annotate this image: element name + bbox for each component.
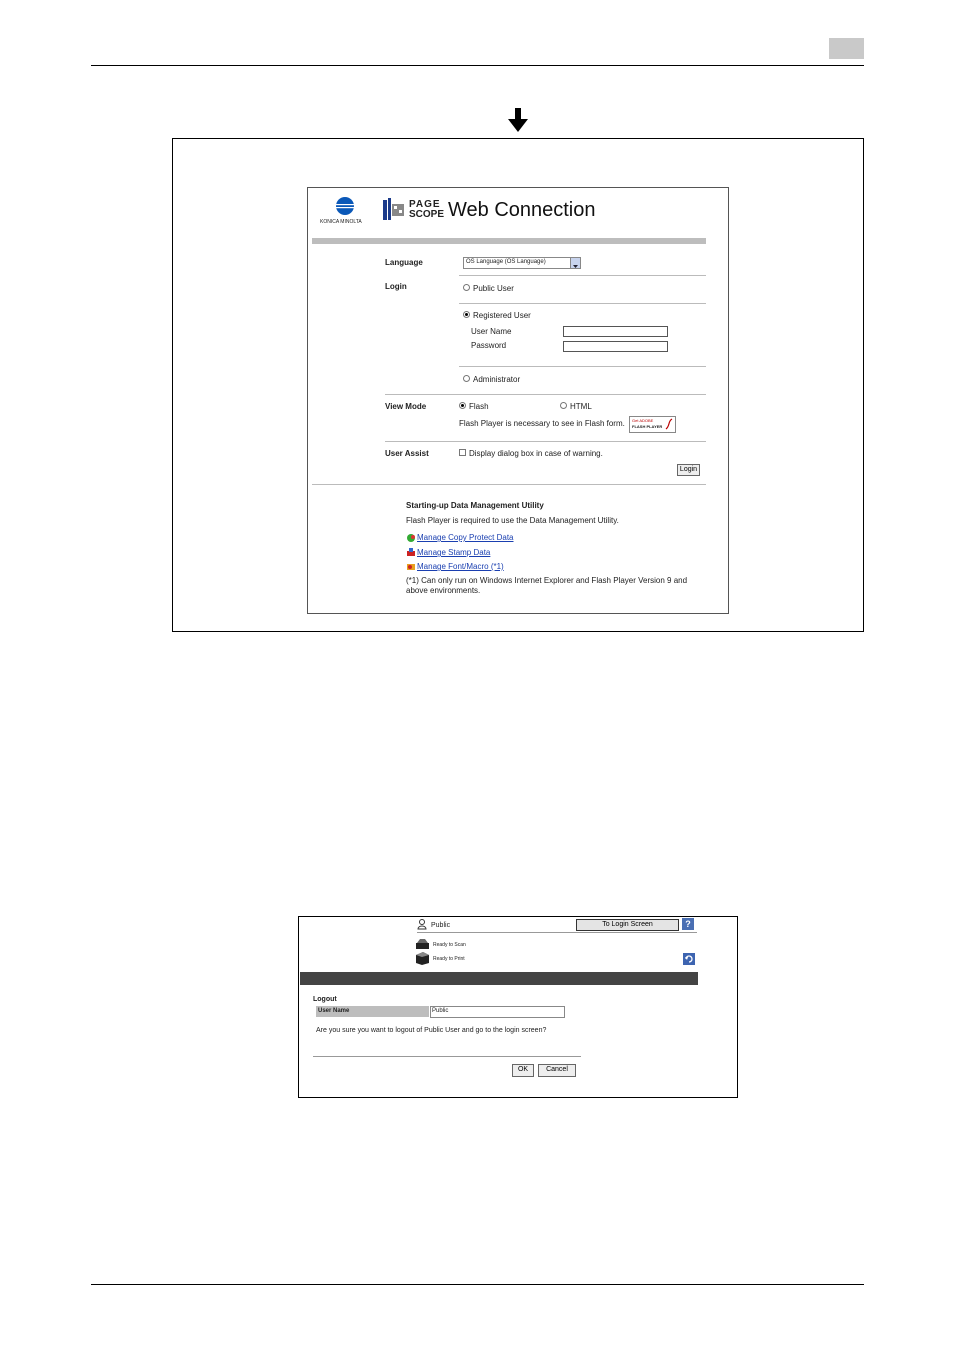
manage-copy-protect-link[interactable]: Manage Copy Protect Data <box>406 533 514 542</box>
radio-icon <box>560 402 567 409</box>
divider <box>459 303 706 304</box>
logout-question: Are you sure you want to logout of Public User and go to the login screen? <box>316 1027 547 1034</box>
pagescope-logo-icon <box>380 196 406 224</box>
chevron-down-icon <box>570 258 580 268</box>
radio-selected-icon <box>463 311 470 318</box>
section-bar <box>300 972 698 985</box>
language-selected-value: OS Language (OS Language) <box>466 259 546 265</box>
utility-description: Flash Player is required to use the Data Management Utility. <box>406 516 619 525</box>
manage-font-macro-link[interactable]: Manage Font/Macro (*1) <box>406 562 504 571</box>
divider <box>385 394 706 395</box>
user-icon <box>417 919 427 930</box>
login-label: Login <box>385 282 407 291</box>
user-assist-label: User Assist <box>385 449 429 458</box>
user-name-label: User Name <box>471 327 512 336</box>
to-login-screen-button[interactable]: To Login Screen <box>576 919 679 931</box>
konica-minolta-logo-icon <box>332 196 358 216</box>
login-window <box>307 187 729 614</box>
divider <box>312 484 706 485</box>
header-bar <box>312 238 706 244</box>
administrator-radio[interactable]: Administrator <box>463 375 520 384</box>
flash-icon <box>665 418 674 430</box>
language-select[interactable] <box>463 257 581 269</box>
scanner-icon <box>415 939 430 950</box>
divider <box>417 932 697 933</box>
maker-name: KONICA MINOLTA <box>320 219 362 225</box>
radio-selected-icon <box>459 402 466 409</box>
scan-status: Ready to Scan <box>433 942 466 948</box>
radio-icon <box>463 375 470 382</box>
logout-screenshot-frame <box>298 916 738 1098</box>
font-macro-icon <box>406 562 417 571</box>
user-name-value-cell: Public <box>430 1006 565 1018</box>
product-line2: SCOPE <box>409 209 445 220</box>
checkbox-icon <box>459 449 466 456</box>
page-number-box <box>829 38 864 59</box>
get-flash-player-badge[interactable]: Get ADOBE FLASH PLAYER <box>629 416 676 433</box>
down-arrow-icon <box>508 108 528 132</box>
public-user-radio[interactable]: Public User <box>463 284 514 293</box>
manage-stamp-link[interactable]: Manage Stamp Data <box>406 548 490 557</box>
flash-note: Flash Player is necessary to see in Flash form. <box>459 419 625 428</box>
divider <box>313 1056 581 1057</box>
header-rule <box>91 65 864 66</box>
radio-icon <box>463 284 470 291</box>
flash-radio[interactable]: Flash <box>459 402 489 411</box>
footnote-line2: above environments. <box>406 586 481 595</box>
logout-title: Logout <box>313 996 337 1003</box>
ok-button[interactable]: OK <box>512 1064 534 1077</box>
login-button[interactable]: Login <box>677 464 700 476</box>
print-status: Ready to Print <box>433 956 465 962</box>
html-radio[interactable]: HTML <box>560 402 592 411</box>
user-name-header: User Name <box>316 1006 429 1017</box>
view-mode-label: View Mode <box>385 402 427 411</box>
divider <box>459 366 706 367</box>
copy-protect-icon <box>406 533 417 542</box>
password-label: Password <box>471 341 507 350</box>
cancel-button[interactable]: Cancel <box>538 1064 576 1077</box>
warning-dialog-checkbox[interactable]: Display dialog box in case of warning. <box>459 449 603 458</box>
utility-heading: Starting-up Data Management Utility <box>406 501 544 510</box>
app-title: Web Connection <box>448 199 596 221</box>
printer-icon <box>415 951 430 965</box>
refresh-icon[interactable] <box>683 953 695 965</box>
language-label: Language <box>385 258 423 267</box>
registered-user-radio[interactable]: Registered User <box>463 311 531 320</box>
product-line1: PAGE <box>409 199 441 210</box>
footer-rule <box>91 1284 864 1285</box>
user-name-input[interactable] <box>563 326 668 337</box>
password-input[interactable] <box>563 341 668 352</box>
help-icon[interactable]: ? <box>682 918 694 930</box>
footnote-line1: (*1) Can only run on Windows Internet Explorer and Flash Player Version 9 and <box>406 576 688 585</box>
stamp-icon <box>406 548 417 557</box>
current-user: Public <box>431 922 451 929</box>
divider <box>459 275 706 276</box>
divider <box>385 441 706 442</box>
